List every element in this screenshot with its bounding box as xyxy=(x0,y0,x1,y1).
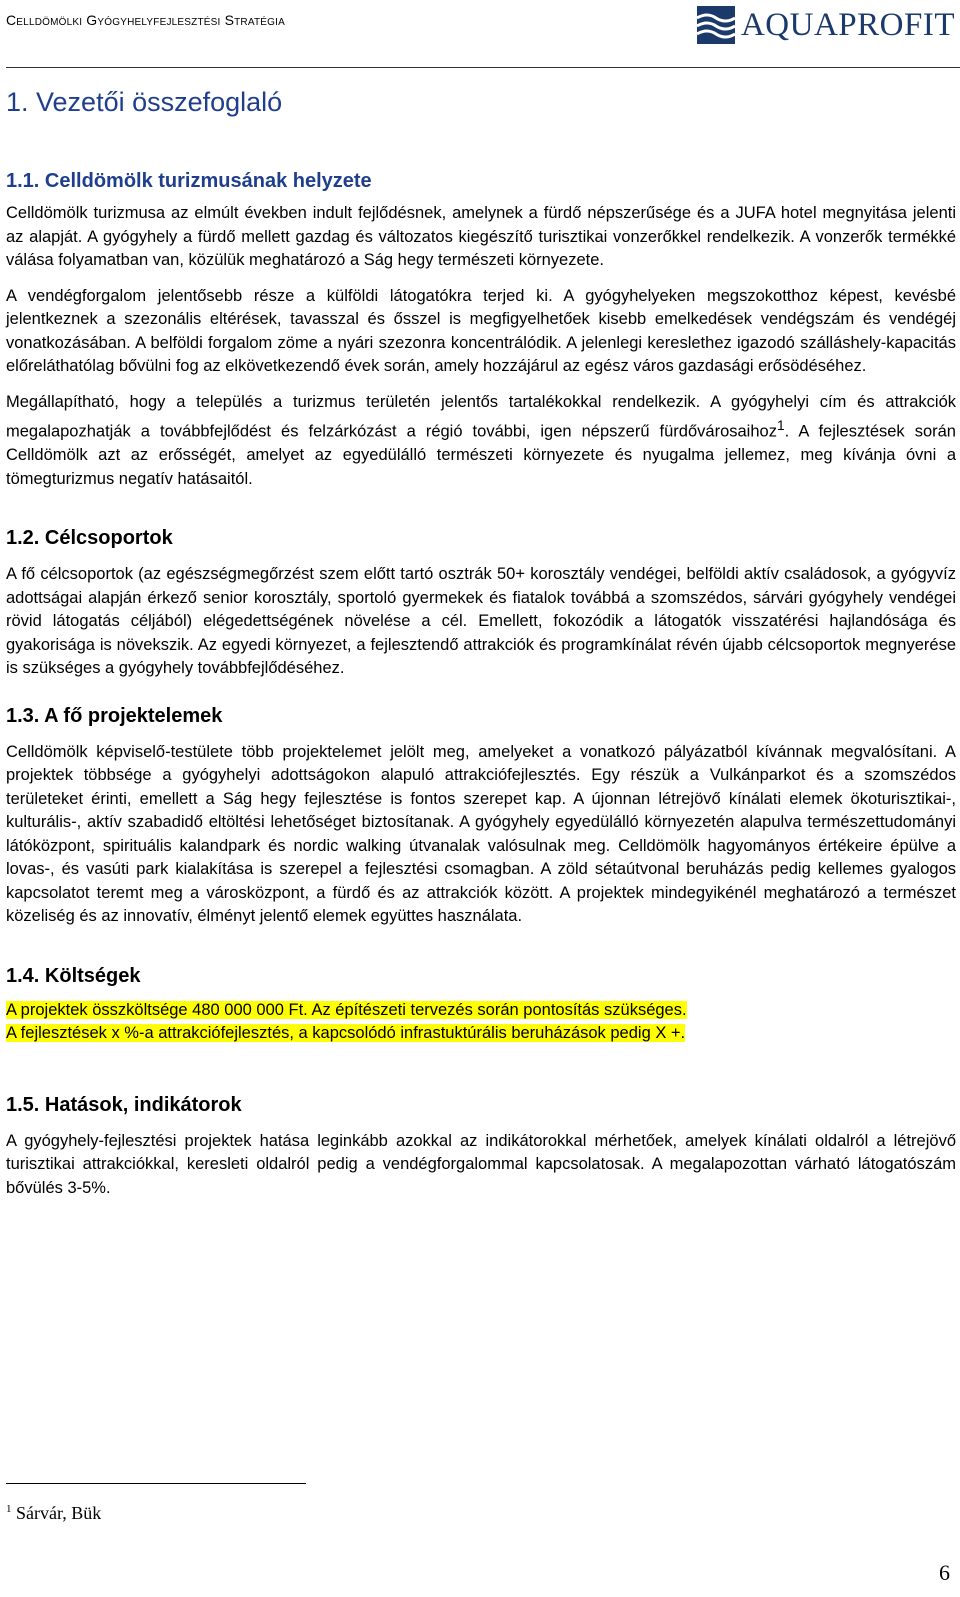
aquaprofit-logo xyxy=(697,4,955,46)
page-number: 6 xyxy=(939,1560,950,1585)
cost-line-2: A fejlesztések x %-a attrakciófejlesztés, a kapcsolódó infrastuktúrális beruházások pedig X +. xyxy=(6,1024,686,1043)
wave-logo-icon xyxy=(697,6,735,44)
paragraph-1-5: A gyógyhely-fejlesztési projektek hatása leginkább azokkal az indikátorokkal mérhetőek, amelyek kínálati oldalról a létrejövő turisztikai attrakciókkal, keresleti oldalról pedig a vendégforgalommal kapcsolatosak. A megalapozottan várható látogatószám bővülés 3-5%. xyxy=(6,1131,956,1197)
section-heading-1-1: 1.1. Celldömölk turizmusának helyzete xyxy=(6,170,372,193)
page-header xyxy=(6,0,960,70)
section-heading-1-2: 1.2. Célcsoportok xyxy=(6,527,173,550)
section-heading-1-3: 1.3. A fő projektelemek xyxy=(6,704,223,727)
paragraph-1-1-a: Celldömölk turizmusa az elmúlt években indult fejlődésnek, amelynek a fürdő népszerűsége és a JUFA hotel megnyitása jelenti az alapját. A gyógyhely a fürdő mellett gazdag és változatos kiegészítő turisztikai vonzerőkkel rendelkezik. A vonzerők termékké válása folyamatban van, közülük meghatározó a Ság hegy természeti környezete. xyxy=(6,204,956,270)
footnote-number: 1 xyxy=(6,1503,12,1515)
paragraph-1-1-c-part1: Megállapítható, hogy a település a turizmus területén jelentős tartalékokkal rendelkezik. A gyógyhelyi cím és attrakciók megalapozhatják a továbbfejlődést és felzárkózást a régió további, igen népszerű fürdővárosaihoz xyxy=(6,392,956,441)
paragraph-1-1-c-part2: . A fejlesztések során Celldömölk azt az erősségét, amelyet az egyedülálló természeti környezete és nyugalma jellemez, meg kívánja óvni a tömegturizmus negatív hatásaitól. xyxy=(6,422,956,488)
paragraph-1-1-c xyxy=(6,391,956,492)
footnote xyxy=(6,1503,101,1524)
paragraph-1-1-b: A vendégforgalom jelentősebb része a külföldi látogatókra terjed ki. A gyógyhelyeken megszokotthoz képest, kevésbé jelentkeznek a szezonális eltérések, tavasszal és ősszel is megfigyelhetőek kisebb emelkedések vendégszám és vendégéj vonatkozásában. A belföldi forgalom zöme a nyári szezonra koncentrálódik. A jelenlegi kereslethez igazodó szálláshely-kapacitás előreláthatólag bővülni fog az elkövetkezendő évek során, amely hozzájárul az egész város gazdasági erősödéséhez. xyxy=(6,286,956,376)
footnote-ref[interactable]: 1 xyxy=(776,418,785,434)
section-heading-1-5: 1.5. Hatások, indikátorok xyxy=(6,1093,242,1116)
cost-highlight-block xyxy=(6,999,956,1046)
footnote-text: Sárvár, Bük xyxy=(11,1503,102,1523)
paragraph-1-3: Celldömölk képviselő-testülete több projektelemet jelölt meg, amelyeket a vonatkozó pályázatból kívánnak megvalósítani. A projektek többsége a gyógyhelyi adottságokon alapuló attrakciófejlesztés. Egy részük a Vulkánparkot és a szomszédos területeket érinti, emellett a Ság hegy fejlesztése is fontos szerepet kap. A újonnan létrejövő kínálati elemek ökoturisztikai-, kulturális-, aktív szabadidő eltöltési lehetőséget biztosítanak. A gyógyhely egyedülálló környezetén alapulva természettudományi látóközpont, spirituális kalandpark és nordic walking útvanalak valósulnak meg. Celldömölk hagyományos értékeire épülve a lovas-, és vasúti park kialakítása is szerepel a fejlesztési csomagban. A zöld sétaútvonal beruházás pedig kellemes gyalogos kapcsolatot teremt meg a városközpont, a fürdő és az attrakciók között. A projektek mindegyikénél meghatározó a természet közeliség és az innovatív, élményt jelentő elemek együttes használata. xyxy=(6,742,956,926)
footnote-divider xyxy=(6,1483,306,1484)
section-heading-1-4: 1.4. Költségek xyxy=(6,964,141,987)
header-divider xyxy=(6,67,960,68)
cost-line-1: A projektek összköltsége 480 000 000 Ft. Az építészeti tervezés során pontosítás szükséges. xyxy=(6,1000,687,1019)
document-body xyxy=(6,80,956,1200)
chapter-heading: 1. Vezetői összefoglaló xyxy=(6,87,283,117)
paragraph-1-2: A fő célcsoportok (az egészségmegőrzést szem előtt tartó osztrák 50+ korosztály vendégei, belföldi aktív családosok, a gyógyvíz adottságai alapján érkező senior korosztály, sportoló gyermekek és fiatalok továbbá a szomszédos, sárvári gyógyhely vendégei rövid látogatás céljából) elégedettségének növelése a cél. Emellett, fokozódik a látogatók visszatérési hajlandósága és gyakorisága is növekszik. Az egyedi környezet, a fejlesztendő attrakciók és programkínálat révén újabb célcsoportok megnyerése is szükséges a gyógyhely továbbfejlődéséhez. xyxy=(6,565,956,678)
logo-text: AQUAPROFIT xyxy=(740,6,955,43)
document-title: Celldömölki Gyógyhelyfejlesztési Stratégia xyxy=(6,12,285,28)
